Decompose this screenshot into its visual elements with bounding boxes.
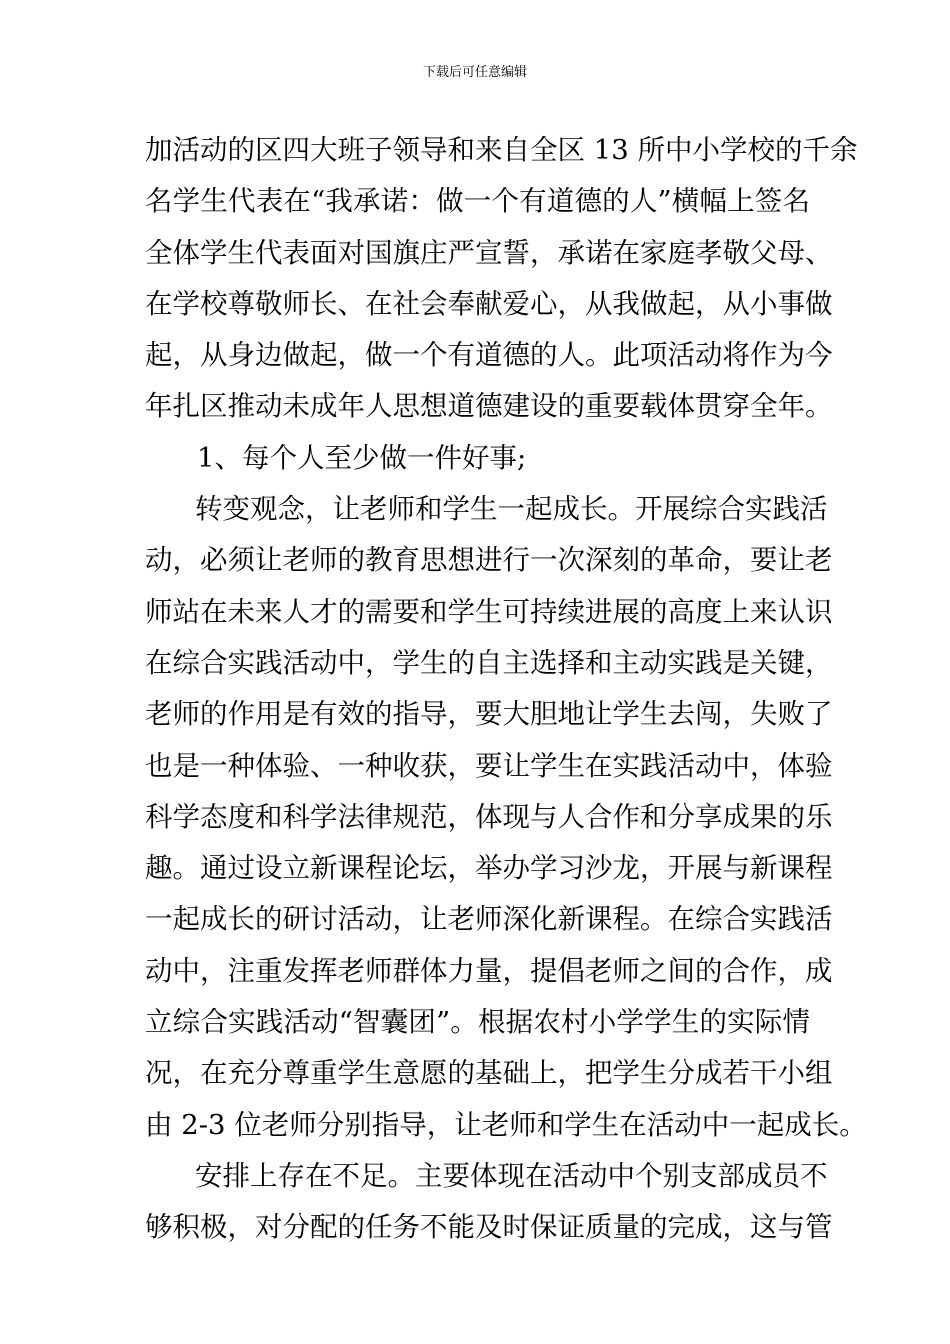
paragraph-line: 起，从身边做起，做一个有道德的人。此项活动将作为今 — [145, 339, 833, 372]
paragraph-line: 况，在充分尊重学生意愿的基础上，把学生分成若干小组 — [145, 1057, 833, 1090]
list-item: 1、每个人至少做一件好事; — [197, 441, 527, 474]
paragraph-line: 师站在未来人才的需要和学生可持续进展的高度上来认识 — [145, 595, 833, 628]
paragraph-line: 转变观念，让老师和学生一起成长。开展综合实践活 — [195, 493, 828, 526]
paragraph-line: 够积极，对分配的任务不能及时保证质量的完成，这与管 — [145, 1211, 833, 1244]
paragraph-line: 由 2-3 位老师分别指导，让老师和学生在活动中一起成长。 — [145, 1108, 867, 1141]
paragraph-line: 加活动的区四大班子领导和来自全区 13 所中小学校的千余 — [145, 134, 858, 166]
document-body — [145, 125, 867, 1254]
paragraph-line: 一起成长的研讨活动，让老师深化新课程。在综合实践活 — [145, 903, 833, 936]
page-header: 下载后可任意编辑 — [422, 65, 527, 80]
paragraph-line: 全体学生代表面对国旗庄严宣誓，承诺在家庭孝敬父母、 — [145, 236, 833, 269]
paragraph-line: 老师的作用是有效的指导，要大胆地让学生去闯，失败了 — [145, 698, 833, 731]
paragraph-line: 在综合实践活动中，学生的自主选择和主动实践是关键， — [145, 646, 833, 679]
paragraph-line: 动中，注重发挥老师群体力量，提倡老师之间的合作，成 — [145, 954, 833, 987]
paragraph-line: 安排上存在不足。主要体现在活动中个别支部成员不 — [195, 1159, 828, 1192]
paragraph-line: 在学校尊敬师长、在社会奉献爱心，从我做起，从小事做 — [145, 287, 833, 320]
paragraph-line: 立综合实践活动“智囊团”。根据农村小学学生的实际情 — [145, 1006, 810, 1039]
paragraph-line: 动，必须让老师的教育思想进行一次深刻的革命，要让老 — [145, 544, 833, 577]
paragraph-line: 名学生代表在“我承诺：做一个有道德的人”横幅上签名 — [145, 185, 810, 218]
paragraph-line: 科学态度和科学法律规范，体现与人合作和分享成果的乐 — [145, 800, 833, 833]
paragraph-line: 趣。通过设立新课程论坛，举办学习沙龙，开展与新课程 — [145, 852, 833, 885]
paragraph-line: 年扎区推动未成年人思想道德建设的重要载体贯穿全年。 — [145, 390, 833, 423]
paragraph-line: 也是一种体验、一种收获，要让学生在实践活动中，体验 — [145, 749, 833, 782]
